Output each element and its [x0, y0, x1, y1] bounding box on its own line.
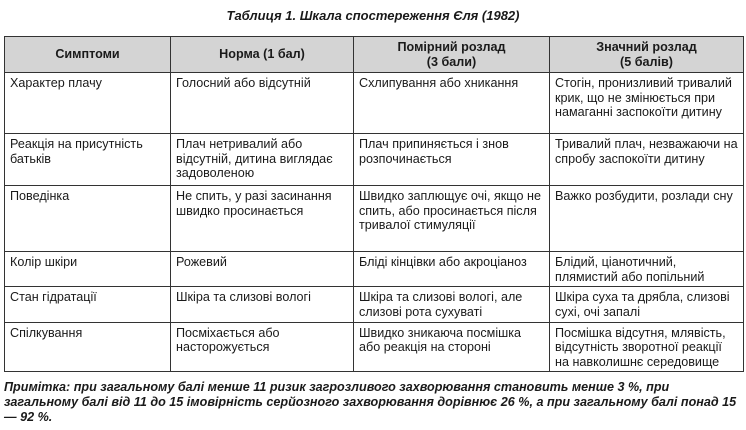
severe-cell: Посмішка відсутня, млявість, відсутність зворотної реакції на навколишнє середовище [550, 322, 744, 372]
moderate-cell: Схлипування або хникання [354, 73, 550, 134]
norm-cell: Рожевий [171, 252, 354, 287]
header-symptoms [5, 37, 171, 73]
header-row [5, 37, 744, 73]
header-symptoms-label: Симптоми [55, 47, 120, 62]
symptom-cell: Реакція на присутність батьків [5, 134, 171, 186]
norm-cell: Посміхається або насторожується [171, 322, 354, 372]
symptom-cell: Поведінка [5, 186, 171, 252]
symptom-cell: Спілкування [5, 322, 171, 372]
header-severe [550, 37, 744, 73]
table-row [5, 73, 744, 134]
moderate-cell: Шкіра та слизові вологі, але слизові рота сухуваті [354, 287, 550, 322]
severe-cell: Шкіра суха та дрябла, слизові сухі, очі запалі [550, 287, 744, 322]
symptom-cell: Колір шкіри [5, 252, 171, 287]
table-row [5, 322, 744, 372]
severe-cell: Тривалий плач, незважаючи на спробу заспокоїти дитину [550, 134, 744, 186]
header-norm-label: Норма (1 бал) [219, 47, 305, 62]
severe-cell: Стогін, пронизливий тривалий крик, що не змінюється при намаганні заспокоїти дитину [550, 73, 744, 134]
norm-cell: Не спить, у разі засинання швидко просинається [171, 186, 354, 252]
symptom-cell: Стан гідратації [5, 287, 171, 322]
moderate-cell: Швидко зникаюча посмішка або реакція на стороні [354, 322, 550, 372]
table-row [5, 186, 744, 252]
header-norm [171, 37, 354, 73]
table-title: Таблиця 1. Шкала спостереження Єля (1982) [226, 8, 520, 23]
moderate-cell: Плач припиняється і знов розпочинається [354, 134, 550, 186]
norm-cell: Плач нетривалий або відсутній, дитина виглядає задоволеною [171, 134, 354, 186]
severe-cell: Блідий, ціанотичний, плямистий або попільний [550, 252, 744, 287]
table-row [5, 134, 744, 186]
moderate-cell: Бліді кінцівки або акроціаноз [354, 252, 550, 287]
moderate-cell: Швидко заплющує очі, якщо не спить, або просинається після тривалої стимуляції [354, 186, 550, 252]
header-moderate [354, 37, 550, 73]
yale-observation-scale-table [4, 36, 744, 372]
symptom-cell: Характер плачу [5, 73, 171, 134]
table-row [5, 287, 744, 322]
table-row [5, 252, 744, 287]
norm-cell: Голосний або відсутній [171, 73, 354, 134]
table-footnote: Примітка: при загальному балі менше 11 ризик загрозливого захворювання становить менше 3 %, при загальному балі від 11 до 15 імовірність серйозного захворювання дорівнює 26 %, а при загальному балі понад 15 — 92 %. [4, 380, 737, 424]
norm-cell: Шкіра та слизові вологі [171, 287, 354, 322]
severe-cell: Важко розбудити, розлади сну [550, 186, 744, 252]
header-moderate-label: Помірний розлад (3 бали) [397, 40, 506, 69]
header-severe-label: Значний розлад (5 балів) [596, 40, 697, 69]
